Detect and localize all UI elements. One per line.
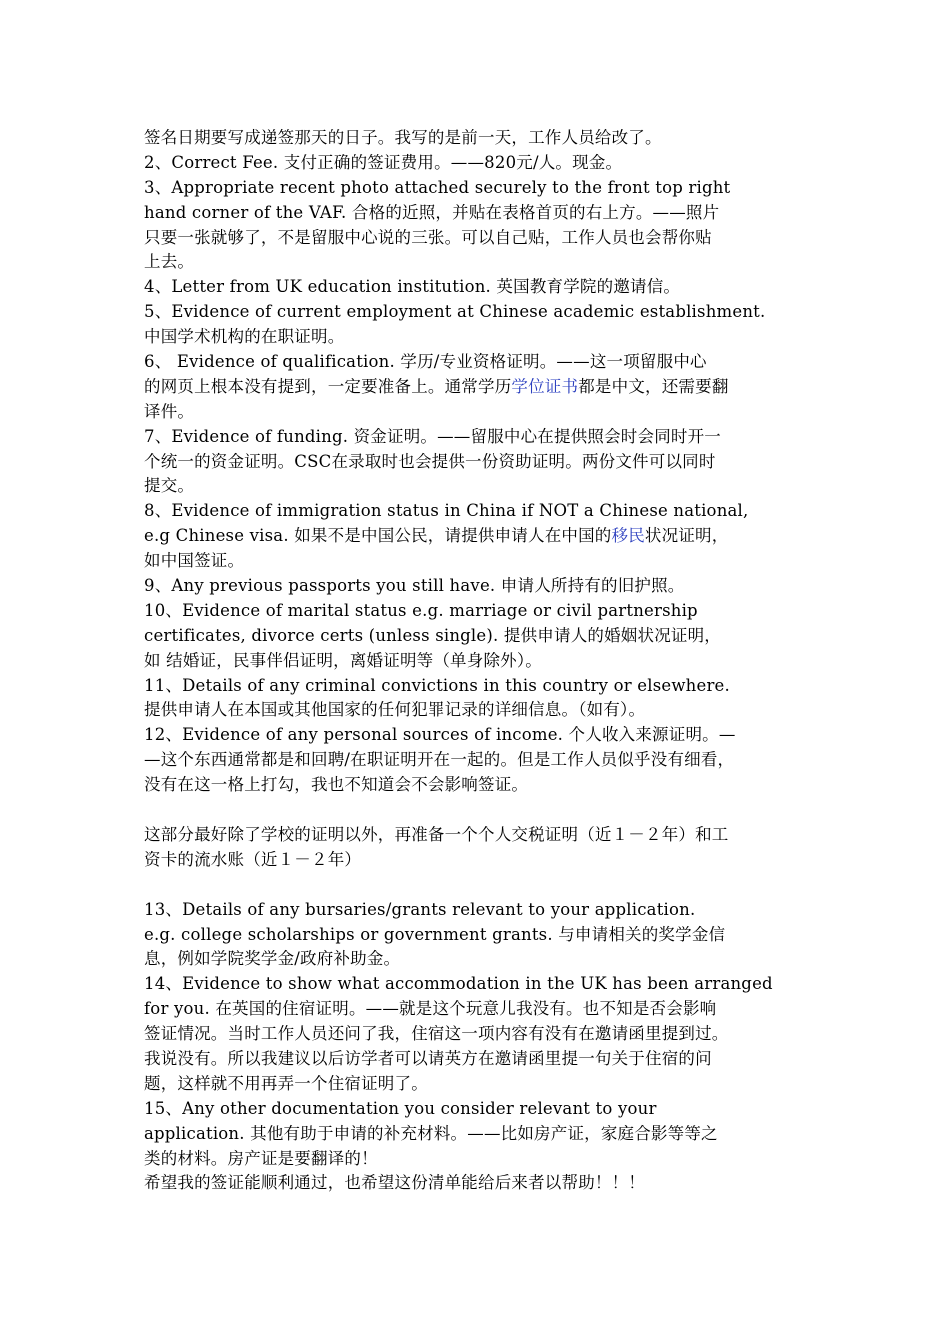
text-line: 类的材料。房产证是要翻译的！ <box>144 1148 378 1168</box>
text-line: 10、Evidence of marital status e.g. marriage or civil partnership <box>144 600 698 620</box>
text-line: 译件。 <box>144 401 195 421</box>
text-line: 7、Evidence of funding. 资金证明。——留服中心在提供照会时会同时开一 <box>144 426 722 446</box>
text-segment: e.g Chinese visa. 如果不是中国公民，请提供申请人在中国的 <box>144 526 612 546</box>
text-line: 13、Details of any bursaries/grants relevant to your application. <box>144 899 696 919</box>
text-line: 提交。 <box>144 476 195 496</box>
hyperlink[interactable]: 移民 <box>611 526 645 546</box>
text-line: 如中国签证。 <box>144 551 245 571</box>
document-body <box>144 126 824 1196</box>
text-line: 3、Appropriate recent photo attached securely to the front top right <box>144 177 731 197</box>
text-line: 希望我的签证能顺利通过，也希望这份清单能给后来者以帮助！！！ <box>144 1173 645 1193</box>
text-line: 个统一的资金证明。CSC在录取时也会提供一份资助证明。两份文件可以同时 <box>144 451 716 471</box>
text-line: 资卡的流水账（近１－２年） <box>144 849 362 869</box>
text-line: 如 结婚证，民事伴侣证明，离婚证明等（单身除外）。 <box>144 650 542 670</box>
text-line: 9、Any previous passports you still have. 申请人所持有的旧护照。 <box>144 576 685 596</box>
text-line: 上去。 <box>144 252 195 272</box>
text-line: 题，这样就不用再弄一个住宿证明了。 <box>144 1073 428 1093</box>
text-line: 我说没有。所以我建议以后访学者可以请英方在邀请函里提一句关于住宿的问 <box>144 1048 712 1068</box>
text-line: 6、 Evidence of qualification. 学历/专业资格证明。——这一项留服中心 <box>144 352 707 372</box>
text-line: hand corner of the VAF. 合格的近照，并贴在表格首页的右上方。——照片 <box>144 202 720 222</box>
text-line: 12、Evidence of any personal sources of income. 个人收入来源证明。— <box>144 725 736 745</box>
text-line: 4、Letter from UK education institution. 英国教育学院的邀请信。 <box>144 277 681 297</box>
text-line: 签名日期要写成递签那天的日子。我写的是前一天，工作人员给改了。 <box>144 128 662 147</box>
blank-line <box>144 873 824 898</box>
text-segment: 状况证明， <box>644 526 729 546</box>
text-line: 签证情况。当时工作人员还问了我，住宿这一项内容有没有在邀请函里提到过。 <box>144 1024 729 1044</box>
text-line: 15、Any other documentation you consider relevant to your <box>144 1098 657 1118</box>
text-line: application. 其他有助于申请的补充材料。——比如房产证，家庭合影等等之 <box>144 1123 718 1143</box>
text-line: —这个东西通常都是和回聘/在职证明开在一起的。但是工作人员似乎没有细看， <box>144 750 735 770</box>
text-line: 中国学术机构的在职证明。 <box>144 327 345 347</box>
text-line: 这部分最好除了学校的证明以外，再准备一个个人交税证明（近１－２年）和工 <box>144 824 729 844</box>
text-line: 息，例如学院奖学金/政府补助金。 <box>144 949 401 969</box>
text-line: 只要一张就够了，不是留服中心说的三张。可以自己贴，工作人员也会帮你贴 <box>144 227 712 247</box>
text-segment: 都是中文，还需要翻 <box>578 376 729 396</box>
text-line: 2、Correct Fee. 支付正确的签证费用。——820元/人。现金。 <box>144 152 623 172</box>
hyperlink[interactable]: 学位证书 <box>511 376 579 396</box>
text-line <box>144 375 824 400</box>
text-line: certificates, divorce certs (unless single). 提供申请人的婚姻状况证明， <box>144 625 721 645</box>
text-line: e.g. college scholarships or government grants. 与申请相关的奖学金信 <box>144 924 726 944</box>
text-line: 没有在这一格上打勾，我也不知道会不会影响签证。 <box>144 775 529 795</box>
text-line: for you. 在英国的住宿证明。——就是这个玩意儿我没有。也不知是否会影响 <box>144 999 717 1019</box>
text-line <box>144 524 824 549</box>
blank-line <box>144 798 824 823</box>
text-line: 8、Evidence of immigration status in China if NOT a Chinese national, <box>144 501 749 521</box>
text-line: 14、Evidence to show what accommodation in the UK has been arranged <box>144 974 773 994</box>
text-line: 提供申请人在本国或其他国家的任何犯罪记录的详细信息。（如有）。 <box>144 700 646 720</box>
text-segment: 的网页上根本没有提到，一定要准备上。通常学历 <box>144 376 512 396</box>
text-line: 5、Evidence of current employment at Chinese academic establishment. <box>144 302 766 322</box>
text-line: 11、Details of any criminal convictions in this country or elsewhere. <box>144 675 730 695</box>
